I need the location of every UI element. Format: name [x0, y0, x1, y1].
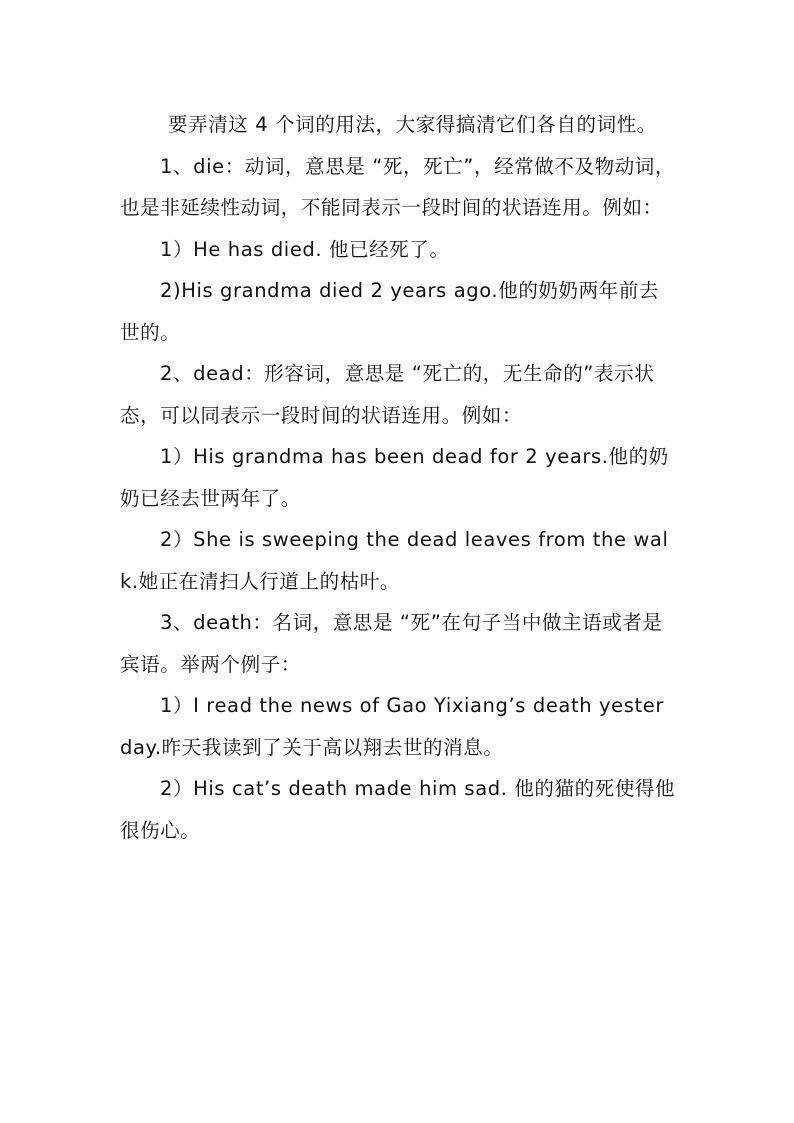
death-example-1: 1）I read the news of Gao Yixiang’s death yesterday.昨天我读到了关于高以翔去世的消息。: [120, 694, 664, 759]
dead-example-2: 2）She is sweeping the dead leaves from the walk.她正在清扫人行道上的枯叶。: [120, 528, 669, 593]
intro-paragraph: 要弄清这 4 个词的用法，大家得搞清它们各自的词性。: [168, 113, 657, 136]
dead-definition-paragraph: 2、dead：形容词，意思是 “死亡的，无生命的”表示状态，可以同表示一段时间的状语连用。例如：: [120, 362, 655, 427]
dead-example-1: 1）His grandma has been dead for 2 years.他的奶奶已经去世两年了。: [120, 445, 669, 510]
die-example-2: 2)His grandma died 2 years ago.他的奶奶两年前去世的。: [120, 279, 660, 344]
document-body: [120, 104, 676, 851]
die-definition-paragraph: 1、die：动词，意思是 “死，死亡”，经常做不及物动词，也是非延续性动词，不能同表示一段时间的状语连用。例如：: [120, 154, 676, 219]
death-example-2: 2）His cat’s death made him sad. 他的猫的死使得他很伤心。: [120, 777, 676, 842]
death-definition-paragraph: 3、death：名词，意思是 “死”在句子当中做主语或者是宾语。举两个例子：: [120, 611, 663, 676]
die-example-1: 1）He has died. 他已经死了。: [160, 237, 450, 261]
